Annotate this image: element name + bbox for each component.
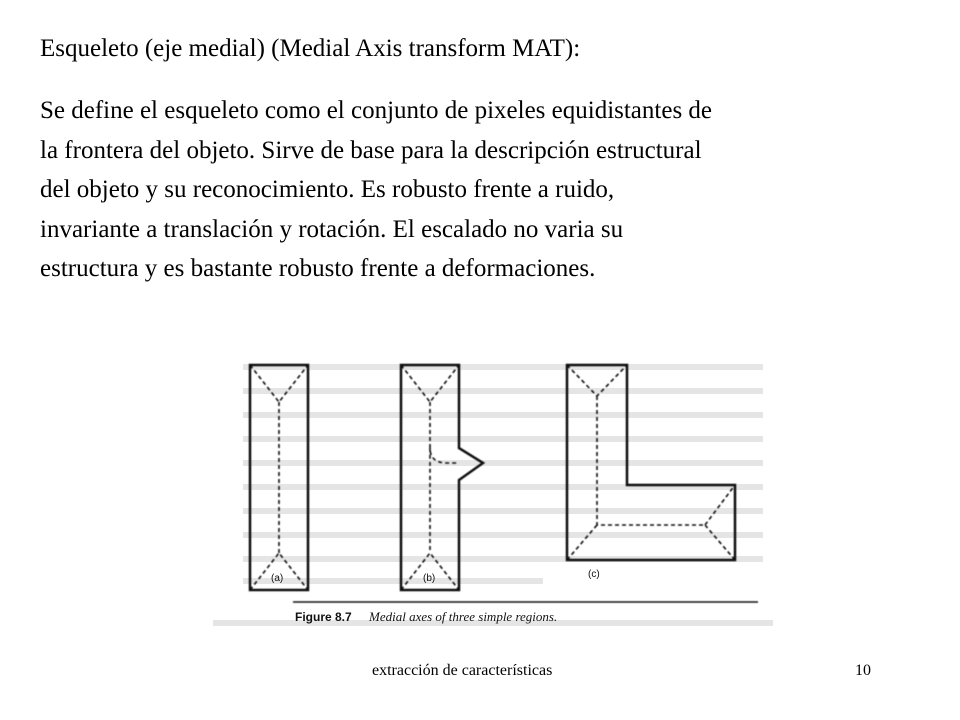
body-line-2: la frontera del objeto. Sirve de base para la descripción estructural — [40, 136, 702, 164]
label-b: (b) — [423, 573, 436, 584]
medial-axes-figure — [213, 350, 781, 635]
label-a: (a) — [271, 573, 284, 584]
slide-body — [40, 91, 920, 289]
label-c: (c) — [588, 569, 600, 580]
caption-text: Medial axes of three simple regions. — [369, 609, 558, 624]
figure-svg — [213, 350, 781, 635]
caption-number: Figure 8.7 — [295, 610, 352, 624]
body-line-1: Se define el esqueleto como el conjunto de pixeles equidistantes de — [40, 97, 713, 124]
body-line-4: invariante a translación y rotación. El escalado no varia su — [40, 215, 624, 243]
faded-book-text — [213, 364, 773, 626]
footer-title: extracción de características — [372, 662, 553, 679]
body-line-5: estructura y es bastante robusto frente a deformaciones. — [40, 255, 596, 282]
slide-heading: Esqueleto (eje medial) (Medial Axis transform MAT): — [40, 35, 581, 62]
page-number: 10 — [855, 662, 871, 679]
body-line-3: del objeto y su reconocimiento. Es robusto frente a ruido, — [40, 176, 615, 203]
